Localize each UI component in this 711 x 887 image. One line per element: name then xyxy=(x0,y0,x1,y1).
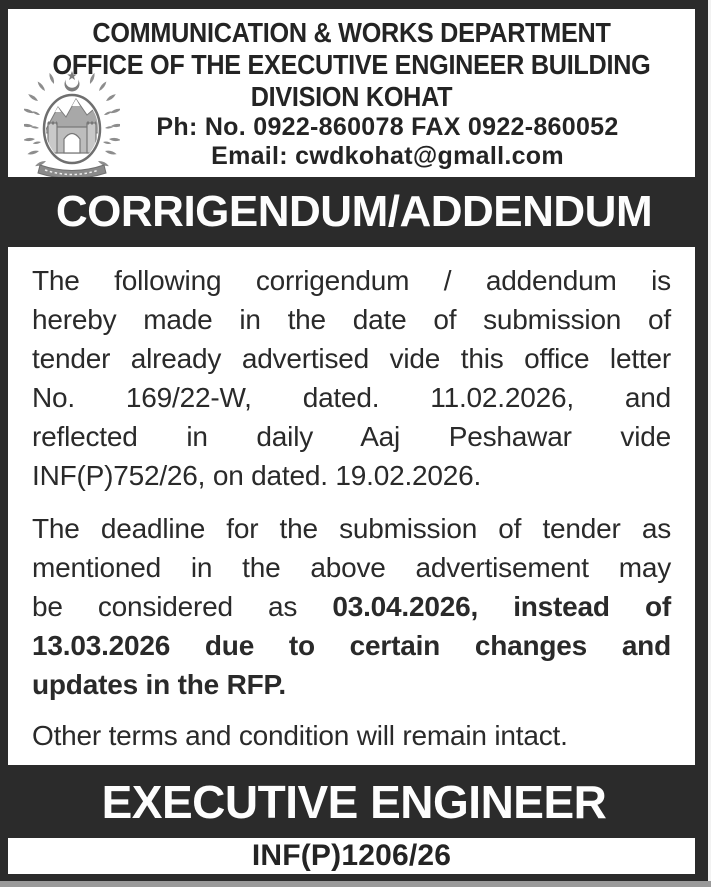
p1-line: The following corrigendum / addendum is xyxy=(32,265,671,296)
p2-line-mixed xyxy=(32,587,671,626)
paragraph-2 xyxy=(32,509,671,704)
email-line: Email: cwdkohat@gmall.com xyxy=(211,142,564,170)
old-deadline-date-line: 13.03.2026 due to certain changes and xyxy=(32,630,671,661)
inf-number: INF(P)1206/26 xyxy=(251,839,452,872)
paragraph-1 xyxy=(32,261,671,495)
header-section xyxy=(8,9,695,177)
executive-engineer-banner xyxy=(0,765,708,838)
p2-line: mentioned in the above advertisement may xyxy=(32,552,671,583)
department-title-line1: COMMUNICATION & WORKS DEPARTMENT xyxy=(92,17,611,48)
new-deadline-date: 03.04.2026, instead of xyxy=(332,591,671,622)
p2-regular-text: be considered as xyxy=(32,591,298,622)
p1-line: tender already advertised vide this office letter xyxy=(32,343,671,374)
p2-last-line: updates in the RFP. xyxy=(32,669,286,700)
p1-line: INF(P)752/26, on dated. 19.02.2026. xyxy=(32,460,482,491)
corrigendum-banner-text: CORRIGENDUM/ADDENDUM xyxy=(55,187,653,236)
p1-line: reflected in daily Aaj Peshawar vide xyxy=(32,421,671,452)
notice-body xyxy=(8,247,695,765)
department-title-line2: OFFICE OF THE EXECUTIVE ENGINEER BUILDING xyxy=(52,49,651,80)
department-title-line3: DIVISION KOHAT xyxy=(250,81,453,112)
paragraph-3 xyxy=(32,716,671,755)
terms-intact-line: Other terms and condition will remain intact. xyxy=(32,720,568,751)
scan-edge-bottom xyxy=(0,881,711,887)
phone-fax-line: Ph: No. 0922-860078 FAX 0922-860052 xyxy=(156,113,619,141)
inf-number-strip xyxy=(8,838,695,874)
p2-line: The deadline for the submission of tender as xyxy=(32,513,671,544)
corrigendum-banner xyxy=(0,177,708,247)
executive-engineer-text: EXECUTIVE ENGINEER xyxy=(101,775,607,828)
p1-line: hereby made in the date of submission of xyxy=(32,304,671,335)
p1-line: No. 169/22-W, dated. 11.02.2026, and xyxy=(32,382,671,413)
